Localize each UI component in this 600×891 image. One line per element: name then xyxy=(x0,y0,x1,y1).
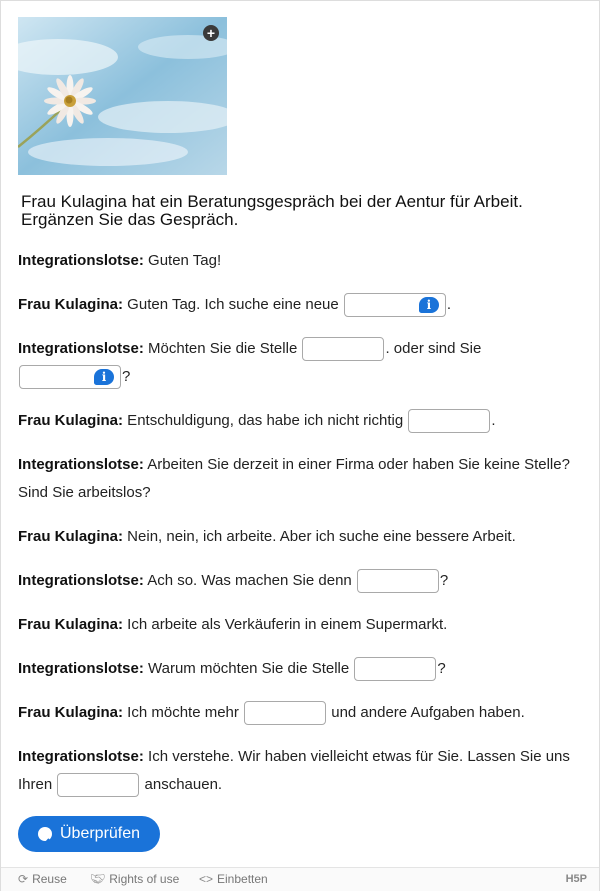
expand-image-button[interactable]: + xyxy=(203,25,219,41)
dialogue-line xyxy=(18,247,584,275)
line-text: . oder sind Sie xyxy=(385,340,482,357)
code-icon: <> xyxy=(199,872,214,886)
check-circle-icon xyxy=(38,827,52,841)
daisy-image xyxy=(18,17,227,175)
dialogue-line xyxy=(18,523,584,551)
speaker-name: Integrationslotse: xyxy=(18,456,144,473)
line-text: und andere Aufgaben haben. xyxy=(327,704,525,721)
line-text: Ich arbeite als Verkäuferin in einem Supermarkt. xyxy=(123,616,448,633)
task-description-line-2: Ergänzen Sie das Gespräch. xyxy=(21,210,239,229)
task-description-line-1: Frau Kulagina hat ein Beratungsgespräch bei der Aentur für Arbeit. xyxy=(21,192,523,211)
speaker-name: Integrationslotse: xyxy=(18,340,144,357)
speaker-name: Integrationslotse: xyxy=(18,252,144,269)
line-text: . xyxy=(491,412,496,429)
speaker-name: Integrationslotse: xyxy=(18,660,144,677)
reuse-label: Reuse xyxy=(32,872,67,886)
dialogue-line xyxy=(18,291,584,319)
handshake-icon: 🤝︎ xyxy=(90,872,106,886)
line-text: ? xyxy=(122,368,131,385)
h5p-logo[interactable]: H5P xyxy=(565,873,587,885)
blank-input[interactable] xyxy=(408,409,490,433)
speaker-name: Frau Kulagina: xyxy=(18,412,124,429)
dialogue-line xyxy=(18,611,584,639)
speaker-name: Frau Kulagina: xyxy=(18,704,124,721)
speaker-name: Frau Kulagina: xyxy=(18,528,124,545)
line-text: ? xyxy=(437,660,446,677)
reuse-icon: ⟳ xyxy=(18,872,29,886)
line-text: Möchten Sie die Stelle xyxy=(143,340,302,357)
dialogue-line xyxy=(18,335,584,391)
blank-input[interactable] xyxy=(19,365,121,389)
reuse-link[interactable] xyxy=(18,868,67,891)
speaker-name: Integrationslotse: xyxy=(18,748,144,765)
dialogue-line xyxy=(18,567,584,595)
dialogue-line xyxy=(18,743,584,799)
footer-bar xyxy=(1,867,599,891)
blank-input[interactable] xyxy=(357,569,439,593)
line-text: Entschuldigung, das habe ich nicht richtig xyxy=(123,412,408,429)
line-text: Guten Tag. Ich suche eine neue xyxy=(123,296,343,313)
hint-icon[interactable]: i xyxy=(94,369,114,385)
dialogue-line xyxy=(18,451,584,507)
blank-input[interactable] xyxy=(344,293,446,317)
line-text: Ich möchte mehr xyxy=(123,704,244,721)
line-text: Ich verstehe. Wir haben vielleicht etwas für Sie. Lassen Sie uns Ihren xyxy=(18,748,570,793)
dialogue-line xyxy=(18,655,584,683)
blank-input[interactable] xyxy=(244,701,326,725)
speaker-name: Frau Kulagina: xyxy=(18,616,124,633)
blank-input[interactable] xyxy=(302,337,384,361)
task-description xyxy=(21,193,581,229)
rights-of-use-label: Rights of use xyxy=(109,872,180,886)
blank-input[interactable] xyxy=(354,657,436,681)
rights-of-use-link[interactable] xyxy=(90,868,179,891)
speaker-name: Integrationslotse: xyxy=(18,572,144,589)
dialogue-line xyxy=(18,407,584,435)
speaker-name: Frau Kulagina: xyxy=(18,296,124,313)
hint-icon[interactable]: i xyxy=(419,297,439,313)
line-text: Nein, nein, ich arbeite. Aber ich suche eine bessere Arbeit. xyxy=(123,528,516,545)
line-text: Arbeiten Sie derzeit in einer Firma oder haben Sie keine Stelle? Sind Sie arbeitslos? xyxy=(18,456,570,501)
check-button[interactable] xyxy=(18,816,160,852)
line-text: Warum möchten Sie die Stelle xyxy=(143,660,354,677)
blank-input[interactable] xyxy=(57,773,139,797)
check-button-label: Überprüfen xyxy=(60,825,141,842)
line-text: Guten Tag! xyxy=(143,252,222,269)
line-text: ? xyxy=(439,572,449,589)
task-image xyxy=(18,17,227,175)
embed-link[interactable] xyxy=(199,868,268,891)
dialogue-line xyxy=(18,699,584,727)
line-text: . xyxy=(446,296,452,313)
line-text: anschauen. xyxy=(140,776,223,793)
dialogue xyxy=(18,247,584,815)
embed-label: Einbetten xyxy=(217,872,268,886)
line-text: Ach so. Was machen Sie denn xyxy=(143,572,356,589)
